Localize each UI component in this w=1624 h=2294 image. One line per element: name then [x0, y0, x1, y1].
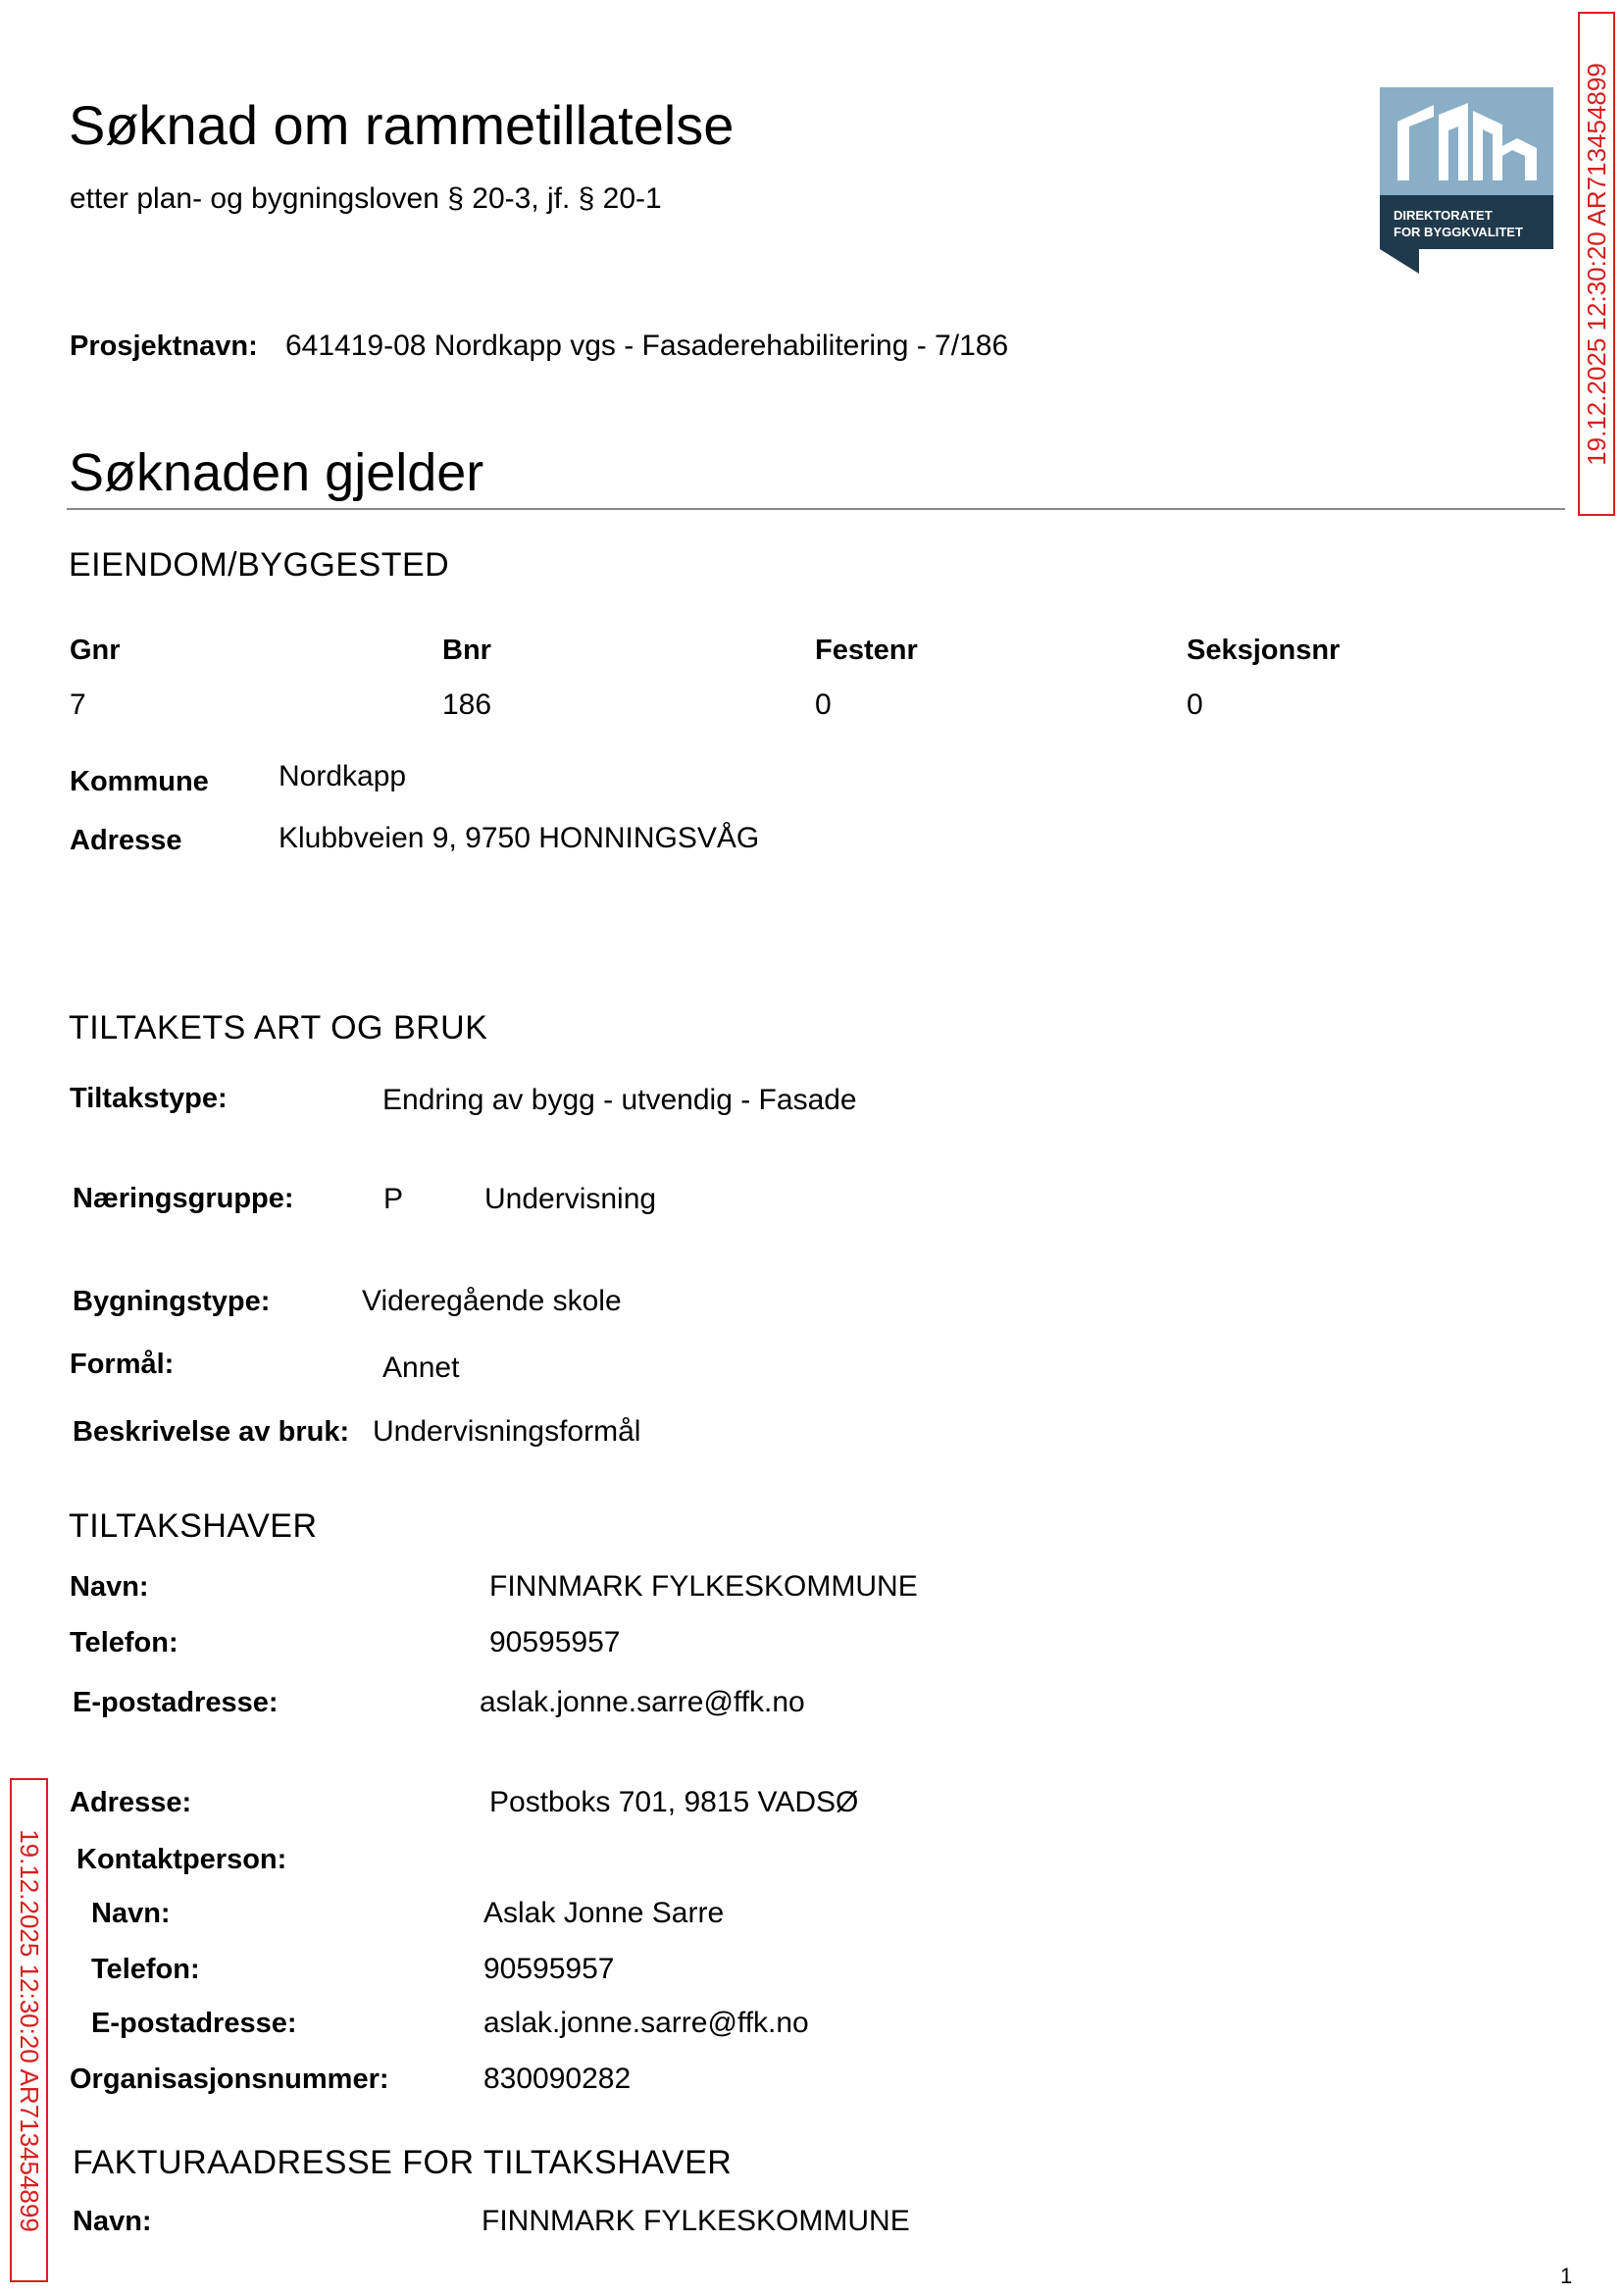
- bnr-value: 186: [442, 688, 492, 721]
- page-subtitle: etter plan- og bygningsloven § 20-3, jf. § 20-1: [70, 182, 662, 215]
- beskrivelse-label: Beskrivelse av bruk:: [73, 1416, 350, 1448]
- gnr-value: 7: [70, 688, 86, 721]
- section-title: Søknaden gjelder: [69, 443, 484, 502]
- formal-value: Annet: [382, 1351, 460, 1384]
- project-label: Prosjektnavn:: [70, 331, 258, 362]
- seksjonsnr-label: Seksjonsnr: [1187, 635, 1341, 666]
- bygningstype-label: Bygningstype:: [73, 1286, 271, 1317]
- seksjonsnr-value: 0: [1187, 688, 1203, 721]
- festenr-value: 0: [815, 688, 832, 721]
- tiltakstype-label: Tiltakstype:: [70, 1083, 228, 1114]
- naeringsgruppe-value: Undervisning: [484, 1183, 657, 1215]
- beskrivelse-value: Undervisningsformål: [373, 1415, 641, 1448]
- kontakt-telefon-label: Telefon:: [91, 1954, 200, 1985]
- tiltakshaver-navn-value: FINNMARK FYLKESKOMMUNE: [489, 1570, 918, 1603]
- project-value: 641419-08 Nordkapp vgs - Fasaderehabilitering - 7/186: [285, 330, 1009, 362]
- tiltakshaver-heading: TILTAKSHAVER: [69, 1507, 318, 1545]
- tiltakshaver-telefon-label: Telefon:: [70, 1627, 178, 1658]
- timestamp-stamp-bottom-text: 19.12.2025 12:30:20 AR713454899: [15, 1828, 45, 2232]
- faktura-heading: FAKTURAADRESSE FOR TILTAKSHAVER: [73, 2144, 733, 2181]
- building-logo-icon: [1380, 87, 1553, 274]
- tiltakstype-value: Endring av bygg - utvendig - Fasade: [382, 1084, 857, 1116]
- timestamp-stamp-top-text: 19.12.2025 12:30:20 AR713454899: [1581, 62, 1611, 466]
- kontakt-epost-value: aslak.jonne.sarre@ffk.no: [483, 2007, 809, 2039]
- tiltakshaver-epost-value: aslak.jonne.sarre@ffk.no: [480, 1686, 805, 1718]
- logo-text-2: FOR BYGGKVALITET: [1394, 225, 1523, 239]
- page-number: 1: [1560, 2264, 1573, 2288]
- tiltak-heading: TILTAKETS ART OG BRUK: [69, 1009, 488, 1046]
- orgnr-value: 830090282: [483, 2063, 632, 2095]
- kontakt-epost-label: E-postadresse:: [91, 2008, 297, 2039]
- bygningstype-value: Videregående skole: [362, 1285, 622, 1317]
- faktura-navn-value: FINNMARK FYLKESKOMMUNE: [482, 2205, 910, 2237]
- naeringsgruppe-code: P: [383, 1183, 404, 1215]
- kontaktperson-label: Kontaktperson:: [76, 1844, 287, 1875]
- bnr-label: Bnr: [442, 635, 491, 666]
- tiltakshaver-adresse-value: Postboks 701, 9815 VADSØ: [489, 1786, 859, 1818]
- naeringsgruppe-label: Næringsgruppe:: [73, 1183, 294, 1214]
- adresse-value: Klubbveien 9, 9750 HONNINGSVÅG: [279, 822, 760, 854]
- kontakt-telefon-value: 90595957: [483, 1953, 615, 1985]
- tiltakshaver-telefon-value: 90595957: [489, 1626, 621, 1658]
- dibk-logo: [1380, 87, 1553, 274]
- formal-label: Formål:: [70, 1349, 175, 1380]
- kontakt-navn-value: Aslak Jonne Sarre: [483, 1897, 725, 1929]
- section-divider: [67, 508, 1565, 510]
- kontakt-navn-label: Navn:: [91, 1898, 171, 1929]
- gnr-label: Gnr: [70, 635, 121, 666]
- tiltakshaver-epost-label: E-postadresse:: [73, 1687, 279, 1718]
- kommune-value: Nordkapp: [279, 760, 407, 792]
- timestamp-stamp-top: [1578, 12, 1615, 516]
- kommune-label: Kommune: [70, 766, 209, 797]
- page-title: Søknad om rammetillatelse: [69, 94, 735, 156]
- adresse-label: Adresse: [70, 825, 182, 856]
- logo-text-1: DIREKTORATET: [1394, 208, 1493, 223]
- tiltakshaver-adresse-label: Adresse:: [70, 1787, 192, 1818]
- tiltakshaver-navn-label: Navn:: [70, 1571, 149, 1603]
- festenr-label: Festenr: [815, 635, 918, 666]
- faktura-navn-label: Navn:: [73, 2206, 152, 2237]
- orgnr-label: Organisasjonsnummer:: [70, 2064, 389, 2095]
- timestamp-stamp-bottom: [10, 1778, 48, 2282]
- property-heading: EIENDOM/BYGGESTED: [69, 546, 450, 584]
